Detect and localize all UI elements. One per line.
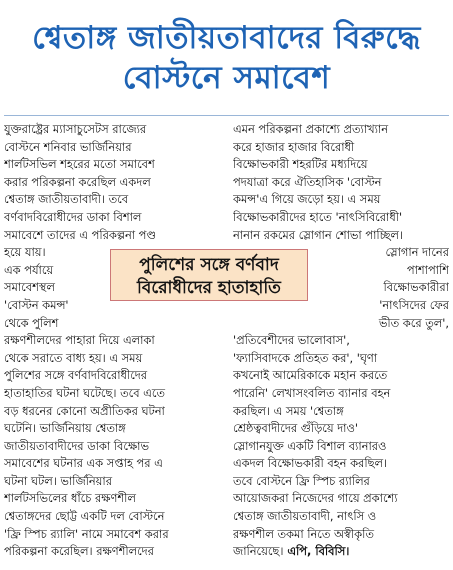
left-column-line: বর্ণবাদবিরোধীদের ডাকা বিশাল	[4, 209, 142, 224]
left-column-line: শ্বেতাঙ্গদের ছোট্ট একটি দল বোস্টনে	[4, 509, 165, 524]
left-column-line: পরিকল্পনা করেছিল। রক্ষণশীলদের	[4, 544, 154, 559]
right-column-line: স্লোগান দানের	[385, 245, 449, 260]
right-column-line: 'ফ্যাসিবাদকে প্রতিহত কর', 'ঘৃণা	[233, 350, 378, 365]
right-column-line: পাশাপাশি	[406, 262, 449, 277]
right-column-line: ভীত করে তুল',	[378, 315, 449, 330]
left-column-line: হয়ে যায়।	[4, 245, 46, 260]
left-column-line: 'বোস্টন কমন্স'	[4, 297, 69, 312]
right-column-line: শ্বেতাঙ্গ জাতীয়তাবাদী, নাৎসি ও	[233, 509, 377, 524]
left-column-line: বড় ধরনের কোনো অপ্রীতিকর ঘটনা	[4, 403, 165, 418]
right-column-line: নানান রকমের স্লোগান শোভা পাচ্ছিল।	[233, 227, 403, 242]
right-column-line: তবে বোস্টনে ফ্রি স্পিচ র‍্যালির	[233, 473, 370, 488]
headline-rule	[4, 115, 449, 116]
right-column-line: জানিয়েছে। এপি, বিবিসি।	[233, 544, 350, 559]
headline-line-1: শ্বেতাঙ্গ জাতীয়তাবাদের বিরুদ্ধে	[32, 20, 421, 56]
left-column-line: 'ফ্রি স্পিচ র‍্যালি' নামে সমাবেশ করার	[4, 526, 169, 541]
right-column-line: পদযাত্রা করে ঐতিহাসিক 'বোস্টন	[233, 174, 382, 189]
left-column-line: থেকে সরাতে বাধ্য হয়। এ সময়	[4, 350, 143, 365]
left-column-line: ঘটেনি। ভার্জিনিয়ায় শ্বেতাঙ্গ	[4, 421, 126, 436]
left-column-line: এক পর্যায়ে	[4, 262, 54, 277]
right-column-line: করে হাজার হাজার বিরোধী	[233, 139, 355, 154]
right-column-line: রক্ষণশীল তকমা নিতে অস্বীকৃতি	[233, 526, 374, 541]
right-column-line: বিক্ষোভকারীরা	[383, 280, 449, 295]
left-column-line: থেকে পুলিশ	[4, 315, 59, 330]
right-column-line: স্লোগানযুক্ত একটি বিশাল ব্যানারও	[233, 438, 387, 453]
right-column-line: পারেনি' লেখাসংবলিত ব্যানার বহন	[233, 385, 391, 400]
right-column-line: শ্রেষ্ঠত্ববাদীদের গুঁড়িয়ে দাও'	[233, 421, 358, 436]
right-column-line: কমন্স'এ গিয়ে জড়ো হয়। এ সময়	[233, 192, 381, 207]
right-column-line: 'নাৎসিদের ফের	[379, 297, 449, 312]
right-column-line: এমন পরিকল্পনা প্রকাশ্যে প্রত্যাখ্যান	[233, 122, 389, 136]
left-column-line: পুলিশের সঙ্গে বর্ণবাদবিরোধীদের	[4, 368, 148, 383]
right-column-line: বিক্ষোভকারী শহরটির মধ্যদিয়ে	[233, 157, 368, 172]
right-column-line: বিক্ষোভকারীদের হাতে 'নাৎসিবিরোধী'	[233, 209, 403, 224]
left-column-line: ঘটনা ঘটল। ভার্জিনিয়ার	[4, 473, 112, 488]
left-column-line: সমাবেশে তাদের এ পরিকল্পনা পণ্ড	[4, 227, 157, 242]
article-column-right	[233, 121, 449, 567]
left-column-line: জাতীয়তাবাদীদের ডাকা বিক্ষোভ	[4, 438, 149, 453]
article-credit: এপি, বিবিসি।	[283, 544, 350, 559]
right-column-line: আয়োজকরা নিজেদের গায়ে প্রকাশ্যে	[233, 491, 398, 506]
left-column-line: যুক্তরাষ্ট্রের ম্যাসাচুসেটস রাজ্যের	[4, 122, 147, 136]
pull-quote-line-1: পুলিশের সঙ্গে বর্ণবাদ	[139, 255, 279, 275]
left-column-line: শার্লটসভিল শহরের মতো সমাবেশ	[4, 157, 155, 172]
left-column-line: করার পরিকল্পনা করেছিল একদল	[4, 174, 151, 189]
left-column-line: হাতাহাতির ঘটনা ঘটেছে। তবে এতে	[4, 385, 165, 400]
left-column-line: শার্লটসভিলের ধাঁচে রক্ষণশীল	[4, 491, 136, 506]
left-column-line: শ্বেতাঙ্গ জাতীয়তাবাদী। তবে	[4, 192, 129, 207]
right-column-line: একদল বিক্ষোভকারী বহন করছিল।	[233, 456, 388, 471]
right-column-line: কখনোই আমেরিকাকে মহান করতে	[233, 368, 388, 383]
article-column-left	[4, 121, 220, 567]
left-column-line: রক্ষণশীলদের পাহারা দিয়ে এলাকা	[4, 333, 155, 348]
headline-line-2: বোস্টনে সমাবেশ	[122, 60, 331, 96]
article-body	[4, 121, 449, 567]
left-column-line: সমাবেশস্থল	[4, 280, 55, 295]
pull-quote-box	[110, 249, 308, 301]
right-column-line: 'প্রতিবেশীদের ভালোবাস',	[233, 333, 350, 348]
left-column-line: বোস্টনে শনিবার ভার্জিনিয়ার	[4, 139, 132, 154]
pull-quote-line-2: বিরোধীদের হাতাহাতি	[137, 278, 281, 298]
right-column-line: করছিল। এ সময় 'শ্বেতাঙ্গ	[233, 403, 344, 418]
left-column-line: সমাবেশের ঘটনার এক সপ্তাহ পর এ	[4, 456, 163, 471]
